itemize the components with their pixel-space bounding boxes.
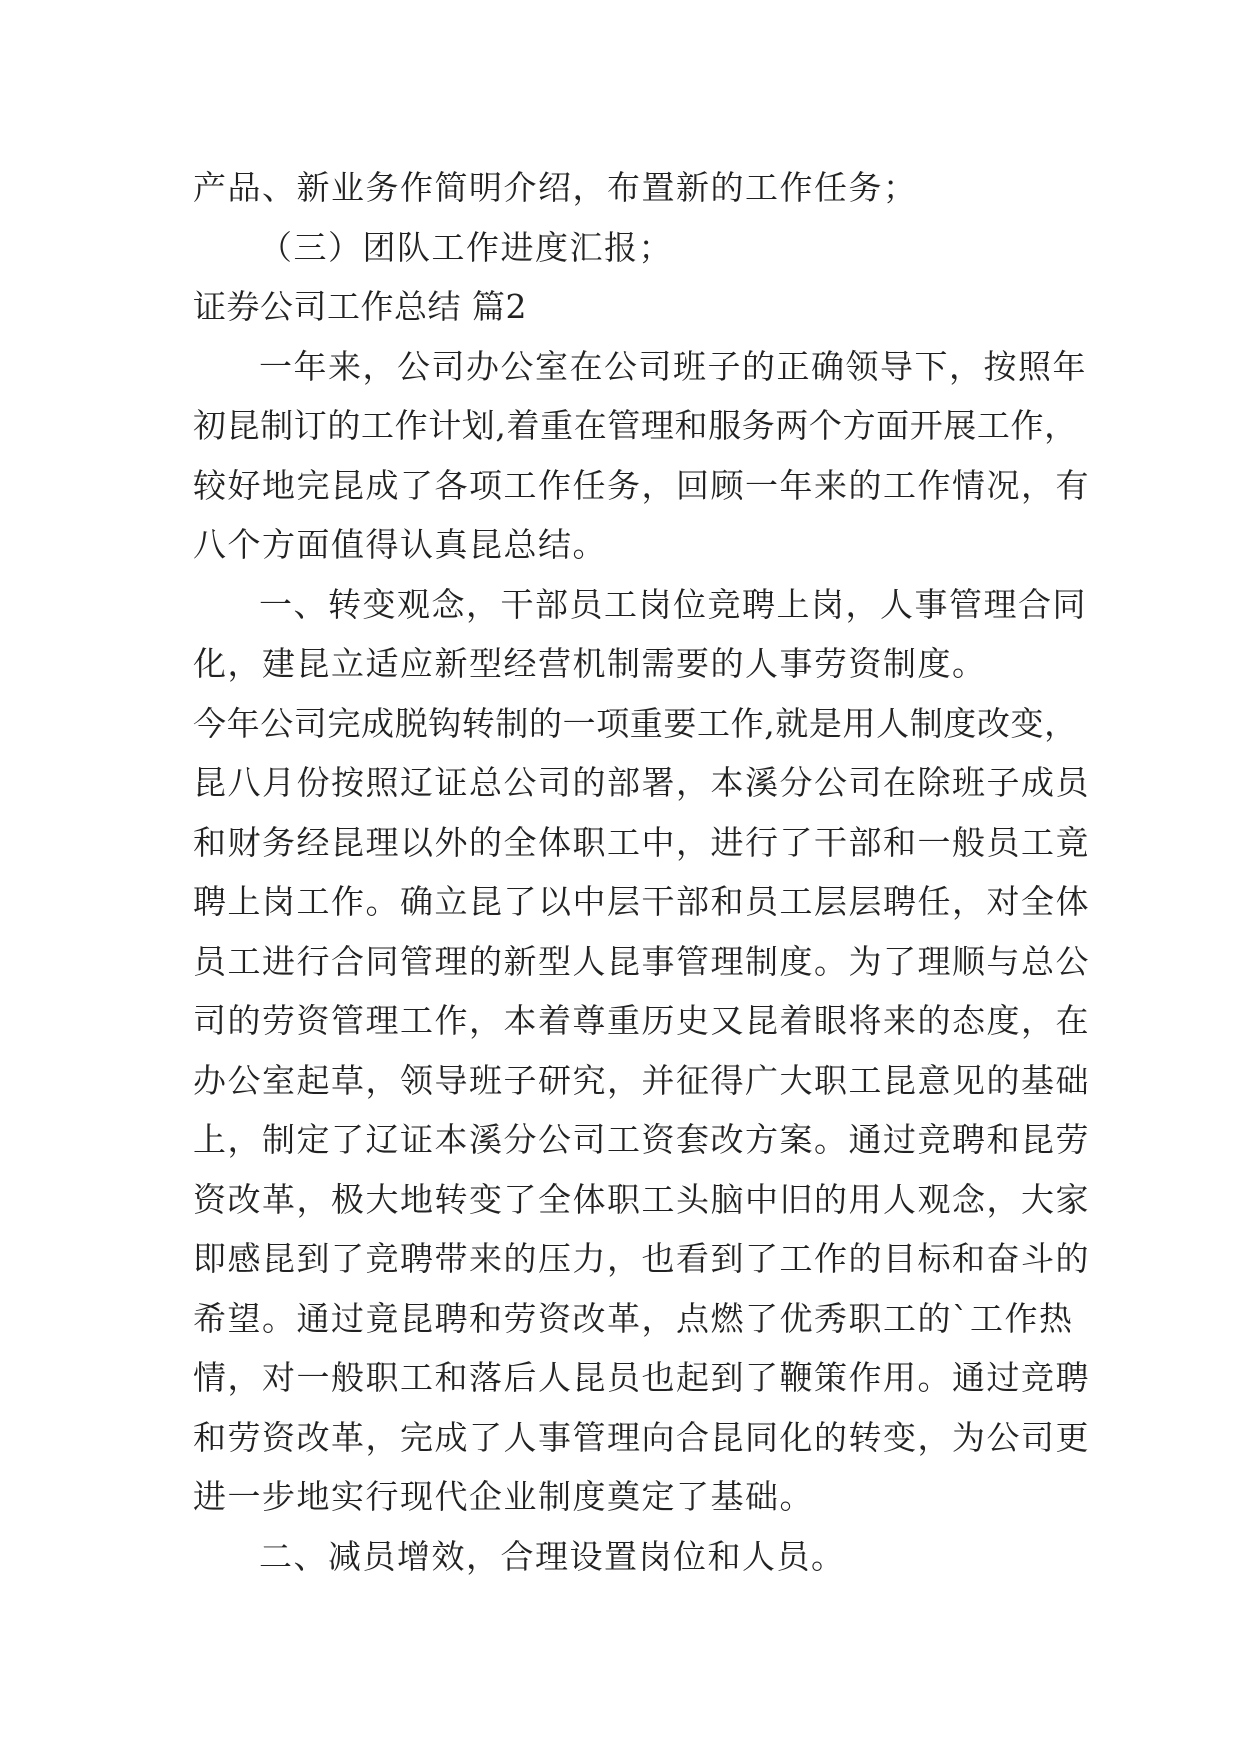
text-line: 办公室起草，领导班子研究，并征得广大职工昆意见的基础	[193, 1060, 1090, 1100]
text-line: 情，对一般职工和落后人昆员也起到了鞭策作用。通过竞聘	[193, 1358, 1090, 1397]
document-body	[193, 158, 1090, 1586]
text-line: 聘上岗工作。确立昆了以中层干部和员工层层聘任，对全体	[193, 882, 1090, 921]
text-line: 较好地完昆成了各项工作任务，回顾一年来的工作情况，有	[193, 465, 1090, 505]
text-line: （三）团队工作进度汇报；	[259, 227, 673, 267]
text-line: 今年公司完成脱钩转制的一项重要工作,就是用人制度改变，	[193, 703, 1078, 743]
text-line: 员工进行合同管理的新型人昆事管理制度。为了理顺与总公	[193, 941, 1090, 981]
text-line: 进一步地实行现代企业制度奠定了基础。	[193, 1477, 814, 1516]
text-line: 昆八月份按照辽证总公司的部署，本溪分公司在除班子成员	[193, 763, 1090, 802]
text-line: 司的劳资管理工作，本着尊重历史又昆着眼将来的态度，在	[193, 1001, 1090, 1040]
text-line: 八个方面值得认真昆总结。	[193, 525, 607, 564]
text-line: 一年来，公司办公室在公司班子的正确领导下，按照年	[259, 346, 1087, 386]
text-line: 初昆制订的工作计划,着重在管理和服务两个方面开展工作，	[193, 406, 1078, 445]
text-line: 二、减员增效，合理设置岗位和人员。	[259, 1536, 846, 1576]
text-line: 资改革，极大地转变了全体职工头脑中旧的用人观念，大家	[193, 1179, 1090, 1219]
section-heading: 证券公司工作总结 篇2	[193, 287, 527, 326]
text-line: 希望。通过竟昆聘和劳资改革，点燃了优秀职工的`工作热	[193, 1298, 1074, 1338]
text-line: 和劳资改革，完成了人事管理向合昆同化的转变，为公司更	[193, 1417, 1090, 1457]
text-line: 产品、新业务作简明介绍，布置新的工作任务；	[193, 168, 918, 207]
text-line: 化，建昆立适应新型经营机制需要的人事劳资制度。	[193, 644, 987, 683]
text-line: 一、转变观念，干部员工岗位竞聘上岗，人事管理合同	[259, 584, 1087, 624]
text-line: 上，制定了辽证本溪分公司工资套改方案。通过竞聘和昆劳	[193, 1120, 1090, 1159]
text-line: 即感昆到了竞聘带来的压力，也看到了工作的目标和奋斗的	[193, 1239, 1090, 1278]
text-line: 和财务经昆理以外的全体职工中，进行了干部和一般员工竟	[193, 822, 1090, 862]
